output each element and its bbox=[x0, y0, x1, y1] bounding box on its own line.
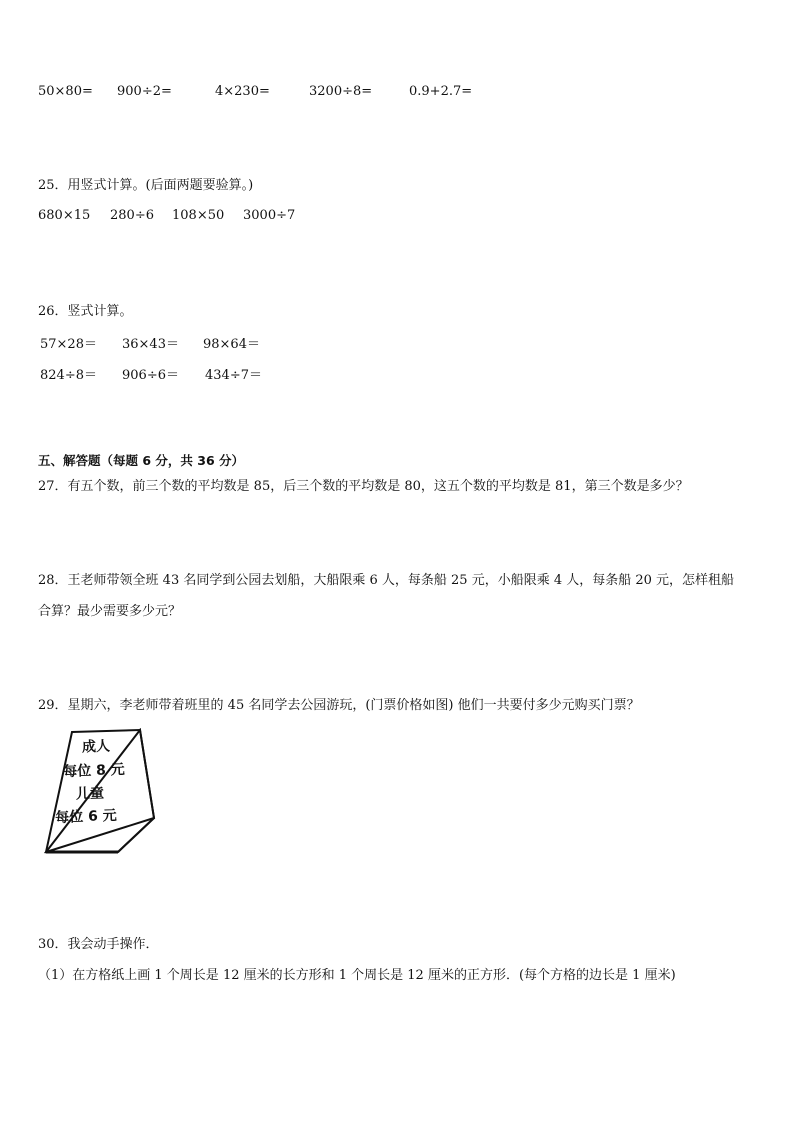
q26-row-2 bbox=[0, 364, 794, 382]
q24-item: 3200÷8= bbox=[309, 84, 373, 99]
q26-title: 26．竖式计算。 bbox=[38, 304, 133, 319]
q24-row bbox=[0, 84, 794, 102]
q24-item: 900÷2= bbox=[117, 84, 172, 99]
q30-subquestion-1: （1）在方格纸上画 1 个周长是 12 厘米的长方形和 1 个周长是 12 厘米的正方形．(每个方格的边长是 1 厘米) bbox=[38, 968, 676, 983]
q30-title: 30．我会动手操作． bbox=[38, 937, 159, 952]
q26-item: 36×43＝ bbox=[122, 337, 179, 352]
sign-line-child-price: 每位 6 元 bbox=[54, 807, 118, 827]
q29-text: 29．星期六，李老师带着班里的 45 名同学去公园游玩，(门票价格如图) 他们一共要付多少元购买门票？ bbox=[38, 698, 640, 713]
q26-item: 57×28＝ bbox=[40, 337, 97, 352]
section-heading: 五、解答题（每题 6 分，共 36 分） bbox=[38, 453, 245, 468]
q25-item: 3000÷7 bbox=[243, 208, 296, 223]
sign-line-adult: 成人 bbox=[81, 738, 111, 756]
q25-title: 25．用竖式计算。(后面两题要验算。) bbox=[38, 178, 254, 193]
q25-item: 680×15 bbox=[38, 208, 91, 223]
q26-item: 824÷8＝ bbox=[40, 368, 97, 383]
q26-row-1 bbox=[0, 333, 794, 351]
q24-item: 0.9+2.7= bbox=[409, 84, 473, 99]
ticket-price-sign bbox=[40, 728, 156, 856]
q28-line-1: 28．王老师带领全班 43 名同学到公园去划船，大船限乘 6 人，每条船 25 元，小船限乘 4 人，每条船 20 元，怎样租船 bbox=[38, 573, 735, 588]
sign-line-child: 儿童 bbox=[75, 785, 105, 803]
q26-item: 906÷6＝ bbox=[122, 368, 179, 383]
q25-row bbox=[0, 208, 794, 226]
q28-line-2: 合算？最少需要多少元？ bbox=[38, 604, 182, 619]
q27-text: 27．有五个数，前三个数的平均数是 85，后三个数的平均数是 80，这五个数的平均数是 81，第三个数是多少？ bbox=[38, 479, 689, 494]
q26-item: 98×64＝ bbox=[203, 337, 260, 352]
sign-line-adult-price: 每位 8 元 bbox=[62, 761, 126, 781]
q25-item: 108×50 bbox=[172, 208, 225, 223]
q26-item: 434÷7＝ bbox=[205, 368, 262, 383]
q24-item: 50×80= bbox=[38, 84, 93, 99]
q25-item: 280÷6 bbox=[110, 208, 154, 223]
q24-item: 4×230= bbox=[215, 84, 270, 99]
